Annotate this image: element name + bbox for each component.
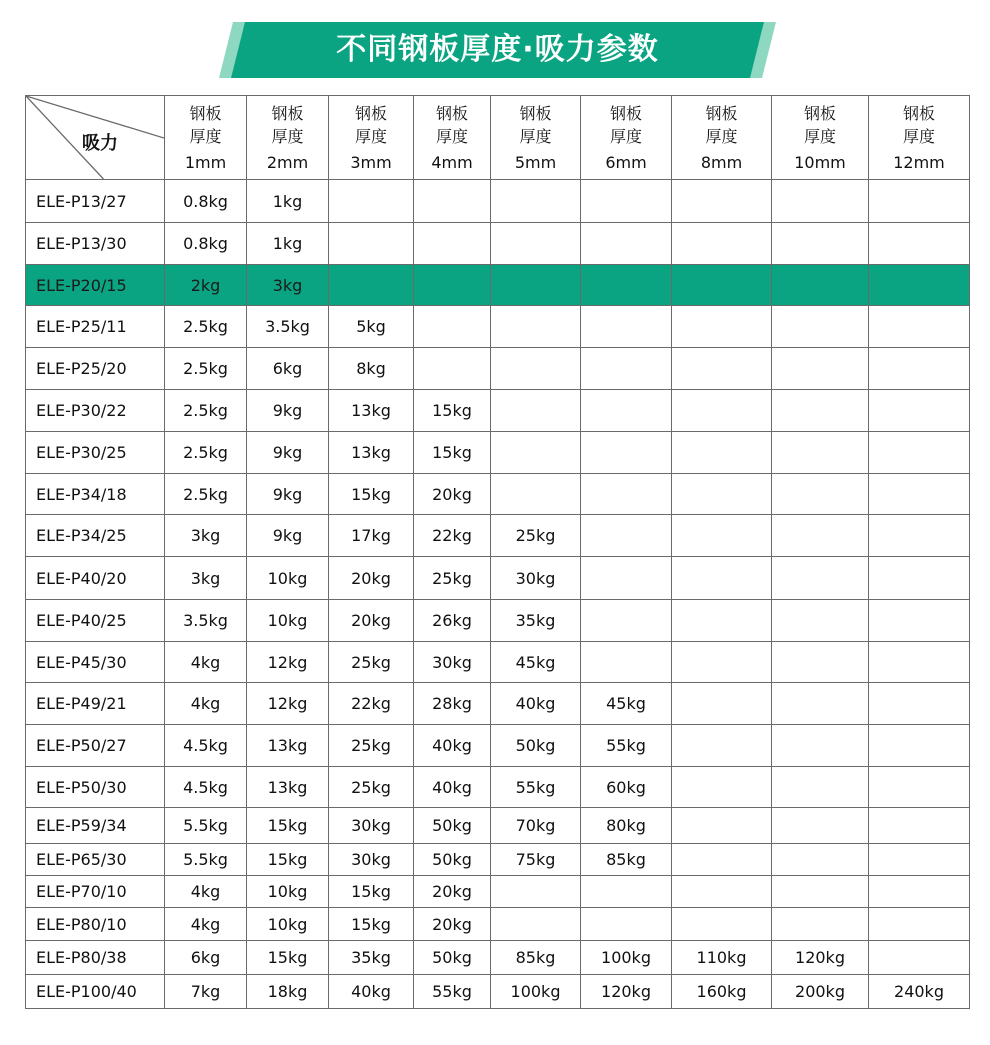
suction-value-cell: 240kg	[869, 975, 970, 1009]
suction-value-cell: 2.5kg	[165, 432, 247, 474]
suction-value-cell	[869, 390, 970, 432]
suction-value-cell: 80kg	[581, 808, 672, 844]
model-cell: ELE-P59/34	[26, 808, 165, 844]
model-cell: ELE-P65/30	[26, 844, 165, 876]
header-thickness-5mm	[491, 96, 581, 180]
suction-value-cell: 26kg	[414, 600, 491, 642]
suction-value-cell: 15kg	[247, 844, 329, 876]
header-label: 钢板厚度	[705, 103, 738, 146]
suction-value-cell: 15kg	[329, 908, 414, 941]
header-thickness-10mm	[772, 96, 869, 180]
suction-value-cell	[329, 180, 414, 223]
suction-value-cell	[869, 306, 970, 348]
suction-value-cell	[672, 600, 772, 642]
suction-value-cell: 6kg	[165, 941, 247, 975]
suction-value-cell: 13kg	[247, 767, 329, 808]
suction-value-cell: 4kg	[165, 683, 247, 725]
header-label: 钢板厚度	[519, 103, 552, 146]
header-thickness-12mm	[869, 96, 970, 180]
suction-value-cell: 100kg	[581, 941, 672, 975]
model-cell: ELE-P80/10	[26, 908, 165, 941]
suction-value-cell	[672, 306, 772, 348]
suction-value-cell	[772, 642, 869, 683]
suction-value-cell	[869, 223, 970, 265]
suction-value-cell: 4.5kg	[165, 725, 247, 767]
suction-value-cell	[772, 683, 869, 725]
suction-value-cell: 110kg	[672, 941, 772, 975]
suction-value-cell: 28kg	[414, 683, 491, 725]
suction-value-cell	[869, 908, 970, 941]
suction-value-cell: 1kg	[247, 180, 329, 223]
header-label: 钢板厚度	[189, 103, 222, 146]
suction-value-cell	[581, 306, 672, 348]
suction-value-cell: 9kg	[247, 474, 329, 515]
suction-value-cell	[581, 876, 672, 908]
suction-value-cell	[581, 223, 672, 265]
table-row	[26, 808, 970, 844]
table-row	[26, 908, 970, 941]
suction-value-cell: 10kg	[247, 876, 329, 908]
header-thickness-8mm	[672, 96, 772, 180]
suction-value-cell	[491, 265, 581, 306]
suction-value-cell: 9kg	[247, 432, 329, 474]
model-cell: ELE-P20/15	[26, 265, 165, 306]
header-unit: 5mm	[514, 152, 557, 172]
model-cell: ELE-P80/38	[26, 941, 165, 975]
suction-value-cell	[869, 683, 970, 725]
suction-value-cell: 85kg	[581, 844, 672, 876]
suction-value-cell	[772, 557, 869, 600]
suction-value-cell: 0.8kg	[165, 180, 247, 223]
suction-value-cell: 13kg	[329, 390, 414, 432]
title-banner	[226, 22, 769, 78]
header-thickness-6mm	[581, 96, 672, 180]
table-row	[26, 767, 970, 808]
suction-value-cell: 5.5kg	[165, 844, 247, 876]
model-cell: ELE-P40/20	[26, 557, 165, 600]
table-row	[26, 683, 970, 725]
suction-value-cell	[869, 557, 970, 600]
header-label: 钢板厚度	[803, 103, 836, 146]
suction-value-cell	[869, 348, 970, 390]
suction-value-cell: 200kg	[772, 975, 869, 1009]
suction-value-cell	[414, 180, 491, 223]
header-thickness-1mm	[165, 96, 247, 180]
suction-value-cell	[869, 725, 970, 767]
header-unit: 12mm	[893, 152, 945, 172]
model-cell: ELE-P34/18	[26, 474, 165, 515]
suction-value-cell: 2kg	[165, 265, 247, 306]
model-cell: ELE-P70/10	[26, 876, 165, 908]
table-row	[26, 180, 970, 223]
suction-value-cell	[491, 876, 581, 908]
model-cell: ELE-P100/40	[26, 975, 165, 1009]
suction-value-cell: 18kg	[247, 975, 329, 1009]
suction-value-cell	[581, 432, 672, 474]
suction-value-cell: 4kg	[165, 876, 247, 908]
suction-value-cell: 2.5kg	[165, 390, 247, 432]
suction-value-cell: 10kg	[247, 600, 329, 642]
table-body	[26, 180, 970, 1009]
suction-value-cell	[869, 808, 970, 844]
suction-value-cell	[672, 642, 772, 683]
suction-value-cell: 15kg	[329, 876, 414, 908]
header-thickness-3mm	[329, 96, 414, 180]
suction-value-cell: 35kg	[329, 941, 414, 975]
header-unit: 8mm	[700, 152, 743, 172]
header-label: 钢板厚度	[609, 103, 642, 146]
suction-value-cell: 20kg	[414, 474, 491, 515]
suction-value-cell: 45kg	[491, 642, 581, 683]
suction-value-cell	[672, 180, 772, 223]
suction-value-cell	[329, 223, 414, 265]
table-row	[26, 876, 970, 908]
suction-value-cell	[869, 265, 970, 306]
suction-value-cell: 3.5kg	[247, 306, 329, 348]
suction-value-cell	[869, 876, 970, 908]
suction-value-cell: 40kg	[329, 975, 414, 1009]
suction-value-cell: 5kg	[329, 306, 414, 348]
suction-value-cell	[772, 876, 869, 908]
suction-value-cell	[772, 390, 869, 432]
header-row	[26, 96, 970, 180]
table-row	[26, 975, 970, 1009]
header-unit: 2mm	[266, 152, 309, 172]
suction-value-cell: 4.5kg	[165, 767, 247, 808]
suction-value-cell	[869, 844, 970, 876]
suction-value-cell	[869, 767, 970, 808]
suction-value-cell: 55kg	[581, 725, 672, 767]
suction-value-cell: 30kg	[491, 557, 581, 600]
suction-value-cell	[869, 600, 970, 642]
suction-value-cell	[772, 908, 869, 941]
suction-value-cell: 50kg	[414, 808, 491, 844]
suction-value-cell: 50kg	[491, 725, 581, 767]
suction-value-cell	[581, 642, 672, 683]
model-cell: ELE-P45/30	[26, 642, 165, 683]
suction-value-cell: 25kg	[329, 642, 414, 683]
suction-value-cell: 2.5kg	[165, 306, 247, 348]
table-row	[26, 515, 970, 557]
suction-value-cell: 4kg	[165, 642, 247, 683]
page-title: 不同钢板厚度·吸力参数	[336, 32, 659, 67]
suction-value-cell	[772, 348, 869, 390]
suction-value-cell	[581, 265, 672, 306]
suction-value-cell	[772, 223, 869, 265]
table-row	[26, 725, 970, 767]
suction-value-cell: 45kg	[581, 683, 672, 725]
suction-value-cell	[672, 348, 772, 390]
suction-value-cell: 6kg	[247, 348, 329, 390]
suction-value-cell	[672, 557, 772, 600]
suction-value-cell: 0.8kg	[165, 223, 247, 265]
suction-value-cell	[491, 908, 581, 941]
suction-value-cell	[869, 642, 970, 683]
suction-value-cell: 25kg	[329, 767, 414, 808]
suction-value-cell	[491, 474, 581, 515]
header-unit: 1mm	[184, 152, 227, 172]
header-corner-cell	[26, 96, 165, 180]
suction-value-cell: 15kg	[414, 432, 491, 474]
suction-value-cell: 12kg	[247, 642, 329, 683]
suction-value-cell	[491, 348, 581, 390]
suction-value-cell: 13kg	[247, 725, 329, 767]
header-unit: 10mm	[794, 152, 846, 172]
suction-value-cell: 30kg	[414, 642, 491, 683]
suction-value-cell: 75kg	[491, 844, 581, 876]
table-row	[26, 265, 970, 306]
suction-value-cell: 55kg	[491, 767, 581, 808]
suction-value-cell	[672, 683, 772, 725]
suction-value-cell	[581, 600, 672, 642]
suction-value-cell: 30kg	[329, 844, 414, 876]
suction-value-cell	[772, 474, 869, 515]
suction-value-cell: 4kg	[165, 908, 247, 941]
table-row	[26, 941, 970, 975]
header-label: 钢板厚度	[354, 103, 387, 146]
suction-value-cell: 120kg	[772, 941, 869, 975]
model-cell: ELE-P13/27	[26, 180, 165, 223]
suction-value-cell: 8kg	[329, 348, 414, 390]
header-label: 钢板厚度	[271, 103, 304, 146]
suction-value-cell	[672, 844, 772, 876]
table-row	[26, 390, 970, 432]
suction-value-cell: 35kg	[491, 600, 581, 642]
suction-value-cell	[772, 180, 869, 223]
model-cell: ELE-P50/30	[26, 767, 165, 808]
suction-value-cell	[581, 180, 672, 223]
suction-value-cell: 1kg	[247, 223, 329, 265]
suction-value-cell	[672, 265, 772, 306]
suction-value-cell: 10kg	[247, 557, 329, 600]
suction-value-cell	[491, 223, 581, 265]
suction-value-cell	[581, 474, 672, 515]
table-row	[26, 844, 970, 876]
model-cell: ELE-P30/25	[26, 432, 165, 474]
suction-value-cell: 22kg	[329, 683, 414, 725]
suction-value-cell: 3kg	[165, 515, 247, 557]
suction-value-cell	[672, 876, 772, 908]
table-row	[26, 642, 970, 683]
suction-value-cell: 25kg	[414, 557, 491, 600]
model-cell: ELE-P49/21	[26, 683, 165, 725]
suction-value-cell	[491, 306, 581, 348]
suction-value-cell: 15kg	[329, 474, 414, 515]
suction-value-cell	[672, 808, 772, 844]
suction-value-cell	[869, 474, 970, 515]
header-unit: 4mm	[431, 152, 473, 172]
table-row	[26, 557, 970, 600]
suction-value-cell: 120kg	[581, 975, 672, 1009]
suction-value-cell	[772, 515, 869, 557]
suction-value-cell: 15kg	[414, 390, 491, 432]
suction-value-cell: 2.5kg	[165, 474, 247, 515]
table-row	[26, 306, 970, 348]
suction-value-cell: 40kg	[414, 767, 491, 808]
suction-value-cell	[772, 725, 869, 767]
suction-value-cell	[672, 767, 772, 808]
suction-value-cell	[414, 223, 491, 265]
table-row	[26, 600, 970, 642]
model-cell: ELE-P30/22	[26, 390, 165, 432]
suction-value-cell	[772, 844, 869, 876]
suction-value-cell: 30kg	[329, 808, 414, 844]
suction-value-cell: 20kg	[329, 600, 414, 642]
suction-value-cell: 60kg	[581, 767, 672, 808]
suction-value-cell: 40kg	[414, 725, 491, 767]
suction-value-cell: 7kg	[165, 975, 247, 1009]
suction-value-cell: 50kg	[414, 941, 491, 975]
suction-value-cell	[581, 908, 672, 941]
header-unit: 3mm	[350, 152, 392, 172]
header-unit: 6mm	[605, 152, 647, 172]
suction-value-cell: 12kg	[247, 683, 329, 725]
suction-value-cell: 9kg	[247, 515, 329, 557]
suction-value-cell: 20kg	[414, 876, 491, 908]
suction-spec-table	[25, 95, 970, 1009]
suction-value-cell: 13kg	[329, 432, 414, 474]
suction-label: 吸力	[82, 133, 118, 154]
suction-value-cell	[869, 180, 970, 223]
suction-value-cell: 100kg	[491, 975, 581, 1009]
suction-value-cell: 2.5kg	[165, 348, 247, 390]
suction-value-cell: 20kg	[414, 908, 491, 941]
suction-value-cell: 9kg	[247, 390, 329, 432]
table-row	[26, 223, 970, 265]
suction-value-cell: 25kg	[491, 515, 581, 557]
suction-value-cell	[672, 223, 772, 265]
suction-value-cell: 10kg	[247, 908, 329, 941]
suction-value-cell: 70kg	[491, 808, 581, 844]
suction-value-cell: 15kg	[247, 941, 329, 975]
suction-value-cell: 160kg	[672, 975, 772, 1009]
header-thickness-4mm	[414, 96, 491, 180]
suction-value-cell	[581, 348, 672, 390]
suction-value-cell: 25kg	[329, 725, 414, 767]
suction-value-cell	[672, 390, 772, 432]
model-cell: ELE-P13/30	[26, 223, 165, 265]
suction-value-cell: 50kg	[414, 844, 491, 876]
suction-value-cell	[329, 265, 414, 306]
suction-value-cell	[414, 348, 491, 390]
suction-value-cell	[869, 515, 970, 557]
model-cell: ELE-P25/20	[26, 348, 165, 390]
table-row	[26, 348, 970, 390]
suction-value-cell	[772, 600, 869, 642]
header-thickness-2mm	[247, 96, 329, 180]
header-label: 钢板厚度	[902, 103, 935, 146]
suction-value-cell: 3.5kg	[165, 600, 247, 642]
suction-value-cell	[672, 515, 772, 557]
suction-value-cell	[772, 265, 869, 306]
suction-value-cell	[414, 306, 491, 348]
suction-value-cell	[672, 474, 772, 515]
header-label: 钢板厚度	[435, 103, 468, 146]
suction-value-cell	[772, 306, 869, 348]
model-cell: ELE-P25/11	[26, 306, 165, 348]
suction-value-cell: 3kg	[165, 557, 247, 600]
suction-value-cell: 15kg	[247, 808, 329, 844]
suction-value-cell	[869, 432, 970, 474]
suction-value-cell	[772, 432, 869, 474]
suction-value-cell	[672, 725, 772, 767]
suction-value-cell	[869, 941, 970, 975]
suction-value-cell	[672, 432, 772, 474]
table-row	[26, 432, 970, 474]
suction-value-cell: 20kg	[329, 557, 414, 600]
suction-value-cell	[491, 432, 581, 474]
suction-value-cell: 3kg	[247, 265, 329, 306]
model-cell: ELE-P40/25	[26, 600, 165, 642]
table-row	[26, 474, 970, 515]
suction-value-cell: 55kg	[414, 975, 491, 1009]
suction-value-cell: 17kg	[329, 515, 414, 557]
suction-value-cell	[581, 557, 672, 600]
suction-value-cell	[581, 515, 672, 557]
suction-value-cell: 5.5kg	[165, 808, 247, 844]
suction-value-cell: 85kg	[491, 941, 581, 975]
suction-value-cell	[672, 908, 772, 941]
suction-value-cell	[772, 808, 869, 844]
suction-value-cell: 40kg	[491, 683, 581, 725]
model-cell: ELE-P34/25	[26, 515, 165, 557]
model-cell: ELE-P50/27	[26, 725, 165, 767]
suction-value-cell	[414, 265, 491, 306]
suction-value-cell: 22kg	[414, 515, 491, 557]
suction-value-cell	[581, 390, 672, 432]
suction-value-cell	[772, 767, 869, 808]
suction-value-cell	[491, 180, 581, 223]
suction-value-cell	[491, 390, 581, 432]
